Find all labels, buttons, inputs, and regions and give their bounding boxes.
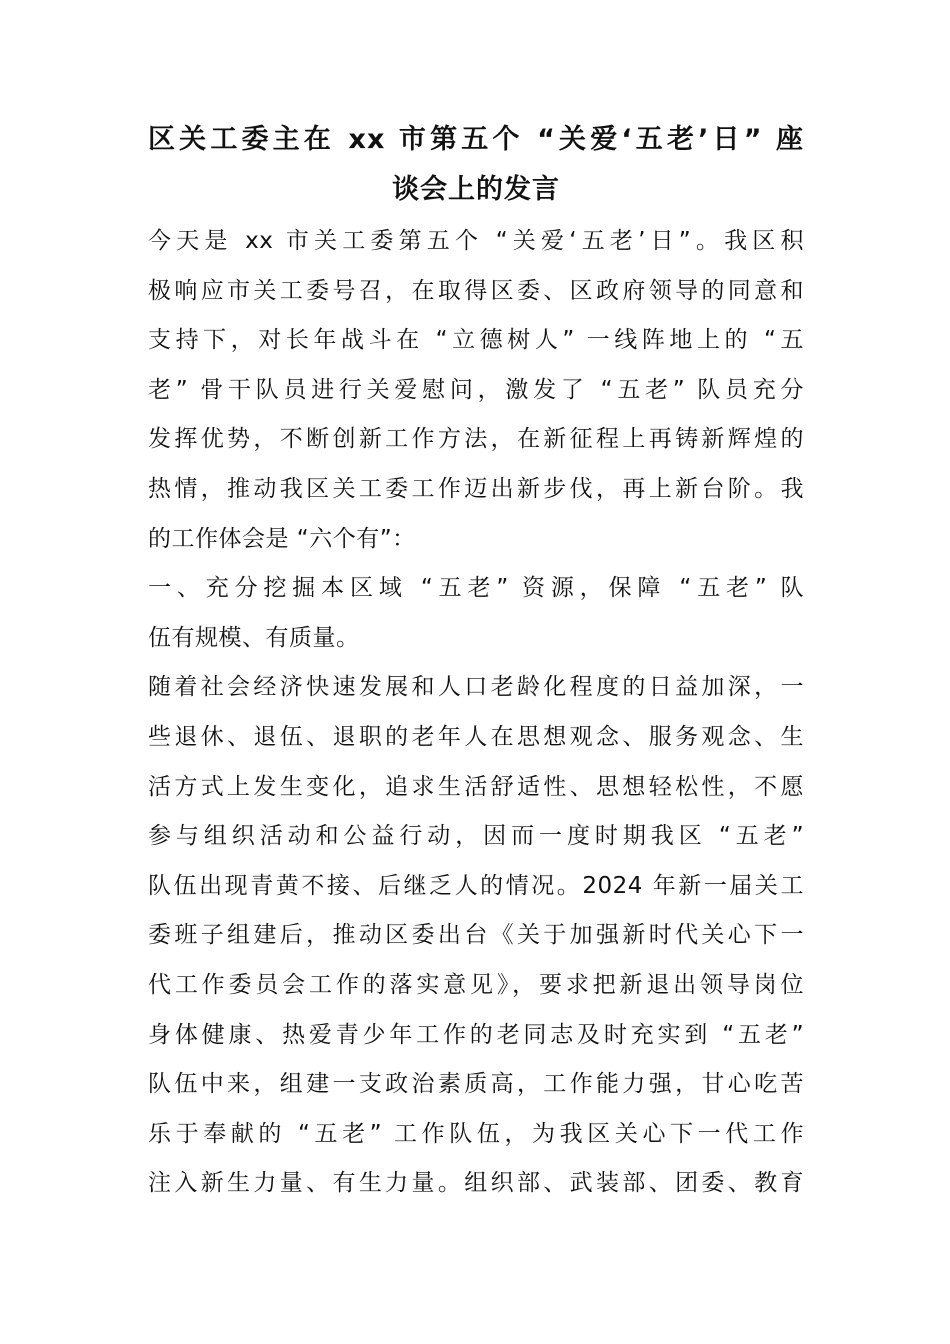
body-text-line: 老” 骨干队员进行关爱慰问，激发了 “五老” 队员充分	[148, 376, 804, 403]
body-text-line: 些退休、退伍、退职的老年人在思想观念、服务观念、生	[148, 724, 804, 750]
body-text-line: 身体健康、热爱青少年工作的老同志及时充实到 “五老”	[148, 1021, 804, 1048]
body-text-line: 活方式上发生变化，追求生活舒适性、思想轻松性，不愿	[148, 773, 804, 800]
document-title-line-1: 区关工委主在 xx 市第五个 “关爱‘五老’日” 座	[148, 124, 804, 155]
body-text-line: 今天是 xx 市关工委第五个 “关爱‘五老’日”。我区积	[148, 228, 804, 254]
body-text-line: 注入新生力量、有生力量。组织部、武装部、团委、教育	[148, 1170, 804, 1197]
body-text-line: 委班子组建后，推动区委出台《关于加强新时代关心下一	[148, 922, 804, 949]
body-text-line: 伍有规模、有质量。	[148, 624, 360, 651]
body-text-line: 队伍出现青黄不接、后继乏人的情况。2024 年新一届关工	[148, 872, 804, 899]
body-text-line: 队伍中来，组建一支政治素质高，工作能力强，甘心吃苦	[148, 1071, 804, 1098]
body-text-line: 代工作委员会工作的落实意见》，要求把新退出领导岗位	[148, 972, 804, 998]
body-text-line: 随着社会经济快速发展和人口老龄化程度的日益加深，一	[148, 674, 804, 701]
body-text-line: 极响应市关工委号召，在取得区委、区政府领导的同意和	[148, 277, 804, 304]
body-text-line: 一、充分挖掘本区域 “五老” 资源，保障 “五老” 队	[148, 575, 804, 602]
body-text-line: 的工作体会是 “六个有”：	[148, 525, 416, 552]
body-text-line: 热情，推动我区关工委工作迈出新步伐，再上新台阶。我	[148, 476, 804, 502]
body-text-line: 乐于奉献的 “五老” 工作队伍，为我区关心下一代工作	[148, 1120, 804, 1147]
body-text-line: 支持下，对长年战斗在 “立德树人” 一线阵地上的 “五	[148, 327, 804, 354]
document-title-line-2: 谈会上的发言	[392, 174, 560, 205]
body-text-line: 发挥优势，不断创新工作方法，在新征程上再铸新辉煌的	[148, 426, 804, 453]
body-text-line: 参与组织活动和公益行动，因而一度时期我区 “五老”	[148, 823, 804, 850]
